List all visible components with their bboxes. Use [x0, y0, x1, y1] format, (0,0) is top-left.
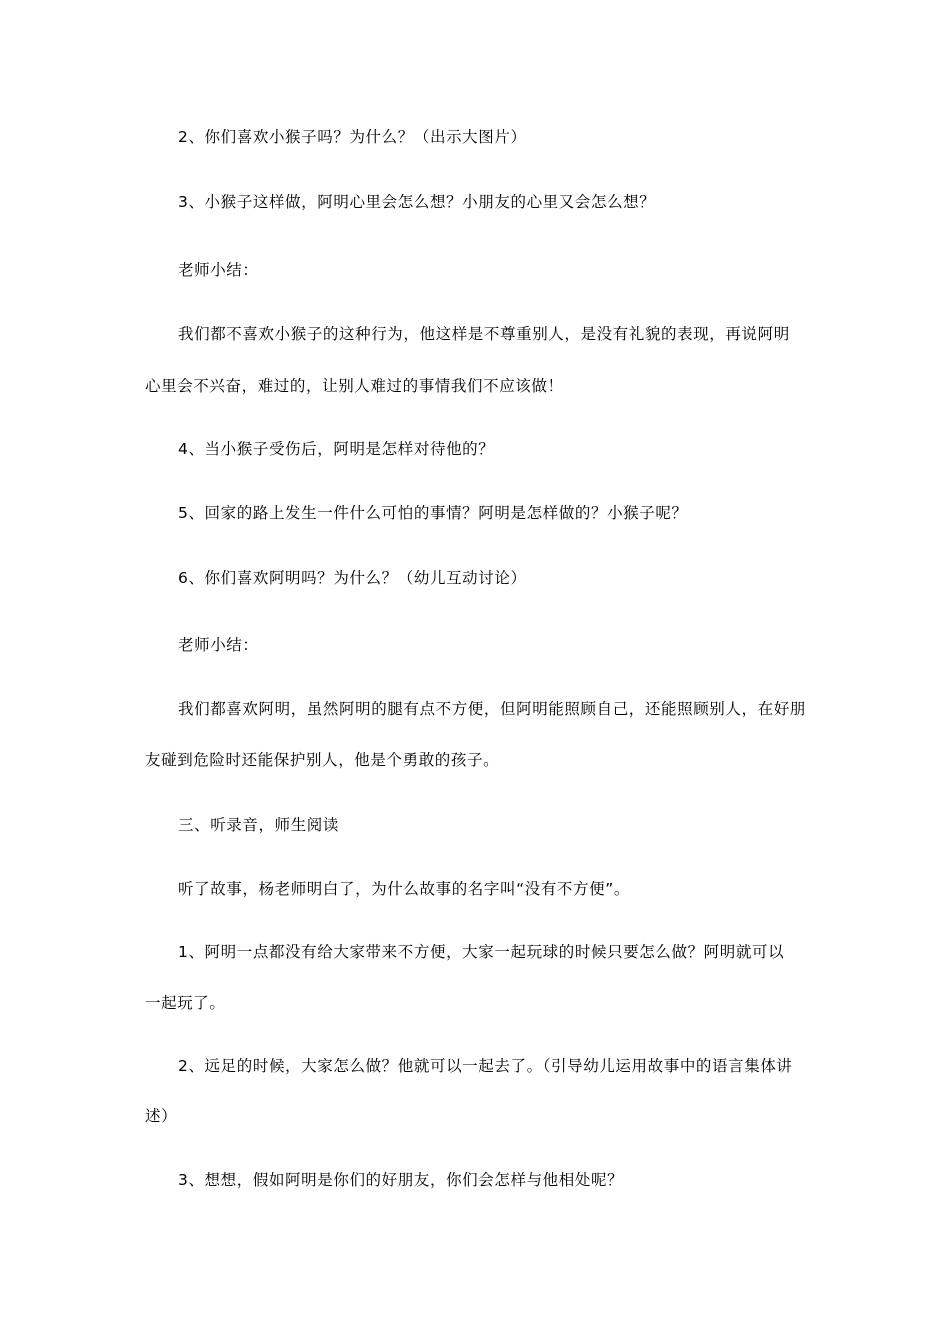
question-2: 2、你们喜欢小猴子吗？为什么？（出示大图片） [178, 128, 527, 146]
question-5: 5、回家的路上发生一件什么可怕的事情？阿明是怎样做的？小猴子呢？ [178, 504, 688, 522]
teacher-summary-2-line-1: 我们都喜欢阿明，虽然阿明的腿有点不方便，但阿明能照顾自己，还能照顾别人，在好朋 [178, 700, 806, 718]
teacher-summary-label-2: 老师小结： [178, 636, 259, 654]
teacher-summary-label-1: 老师小结： [178, 261, 259, 279]
teacher-summary-1-line-2: 心里会不兴奋，难过的，让别人难过的事情我们不应该做！ [145, 377, 564, 395]
point-1-line-2: 一起玩了。 [145, 994, 226, 1012]
point-1-line-1: 1、阿明一点都没有给大家带来不方便，大家一起玩球的时候只要怎么做？阿明就可以 [178, 943, 785, 961]
question-3: 3、小猴子这样做，阿明心里会怎么想？小朋友的心里又会怎么想？ [178, 193, 656, 211]
teacher-summary-2-line-2: 友碰到危险时还能保护别人，他是个勇敢的孩子。 [145, 751, 500, 769]
question-6: 6、你们喜欢阿明吗？为什么？（幼儿互动讨论） [178, 569, 527, 587]
story-intro: 听了故事，杨老师明白了，为什么故事的名字叫“没有不方便”。 [178, 880, 630, 898]
teacher-summary-1-line-1: 我们都不喜欢小猴子的这种行为，他这样是不尊重别人，是没有礼貌的表现，再说阿明 [178, 325, 790, 343]
point-2-line-2: 述） [145, 1107, 178, 1125]
section-heading-3: 三、听录音，师生阅读 [178, 816, 340, 834]
question-4: 4、当小猴子受伤后，阿明是怎样对待他的？ [178, 440, 495, 458]
point-2-line-1: 2、远足的时候，大家怎么做？他就可以一起去了。（引导幼儿运用故事中的语言集体讲 [178, 1057, 793, 1075]
point-3: 3、想想，假如阿明是你们的好朋友，你们会怎样与他相处呢？ [178, 1171, 624, 1189]
